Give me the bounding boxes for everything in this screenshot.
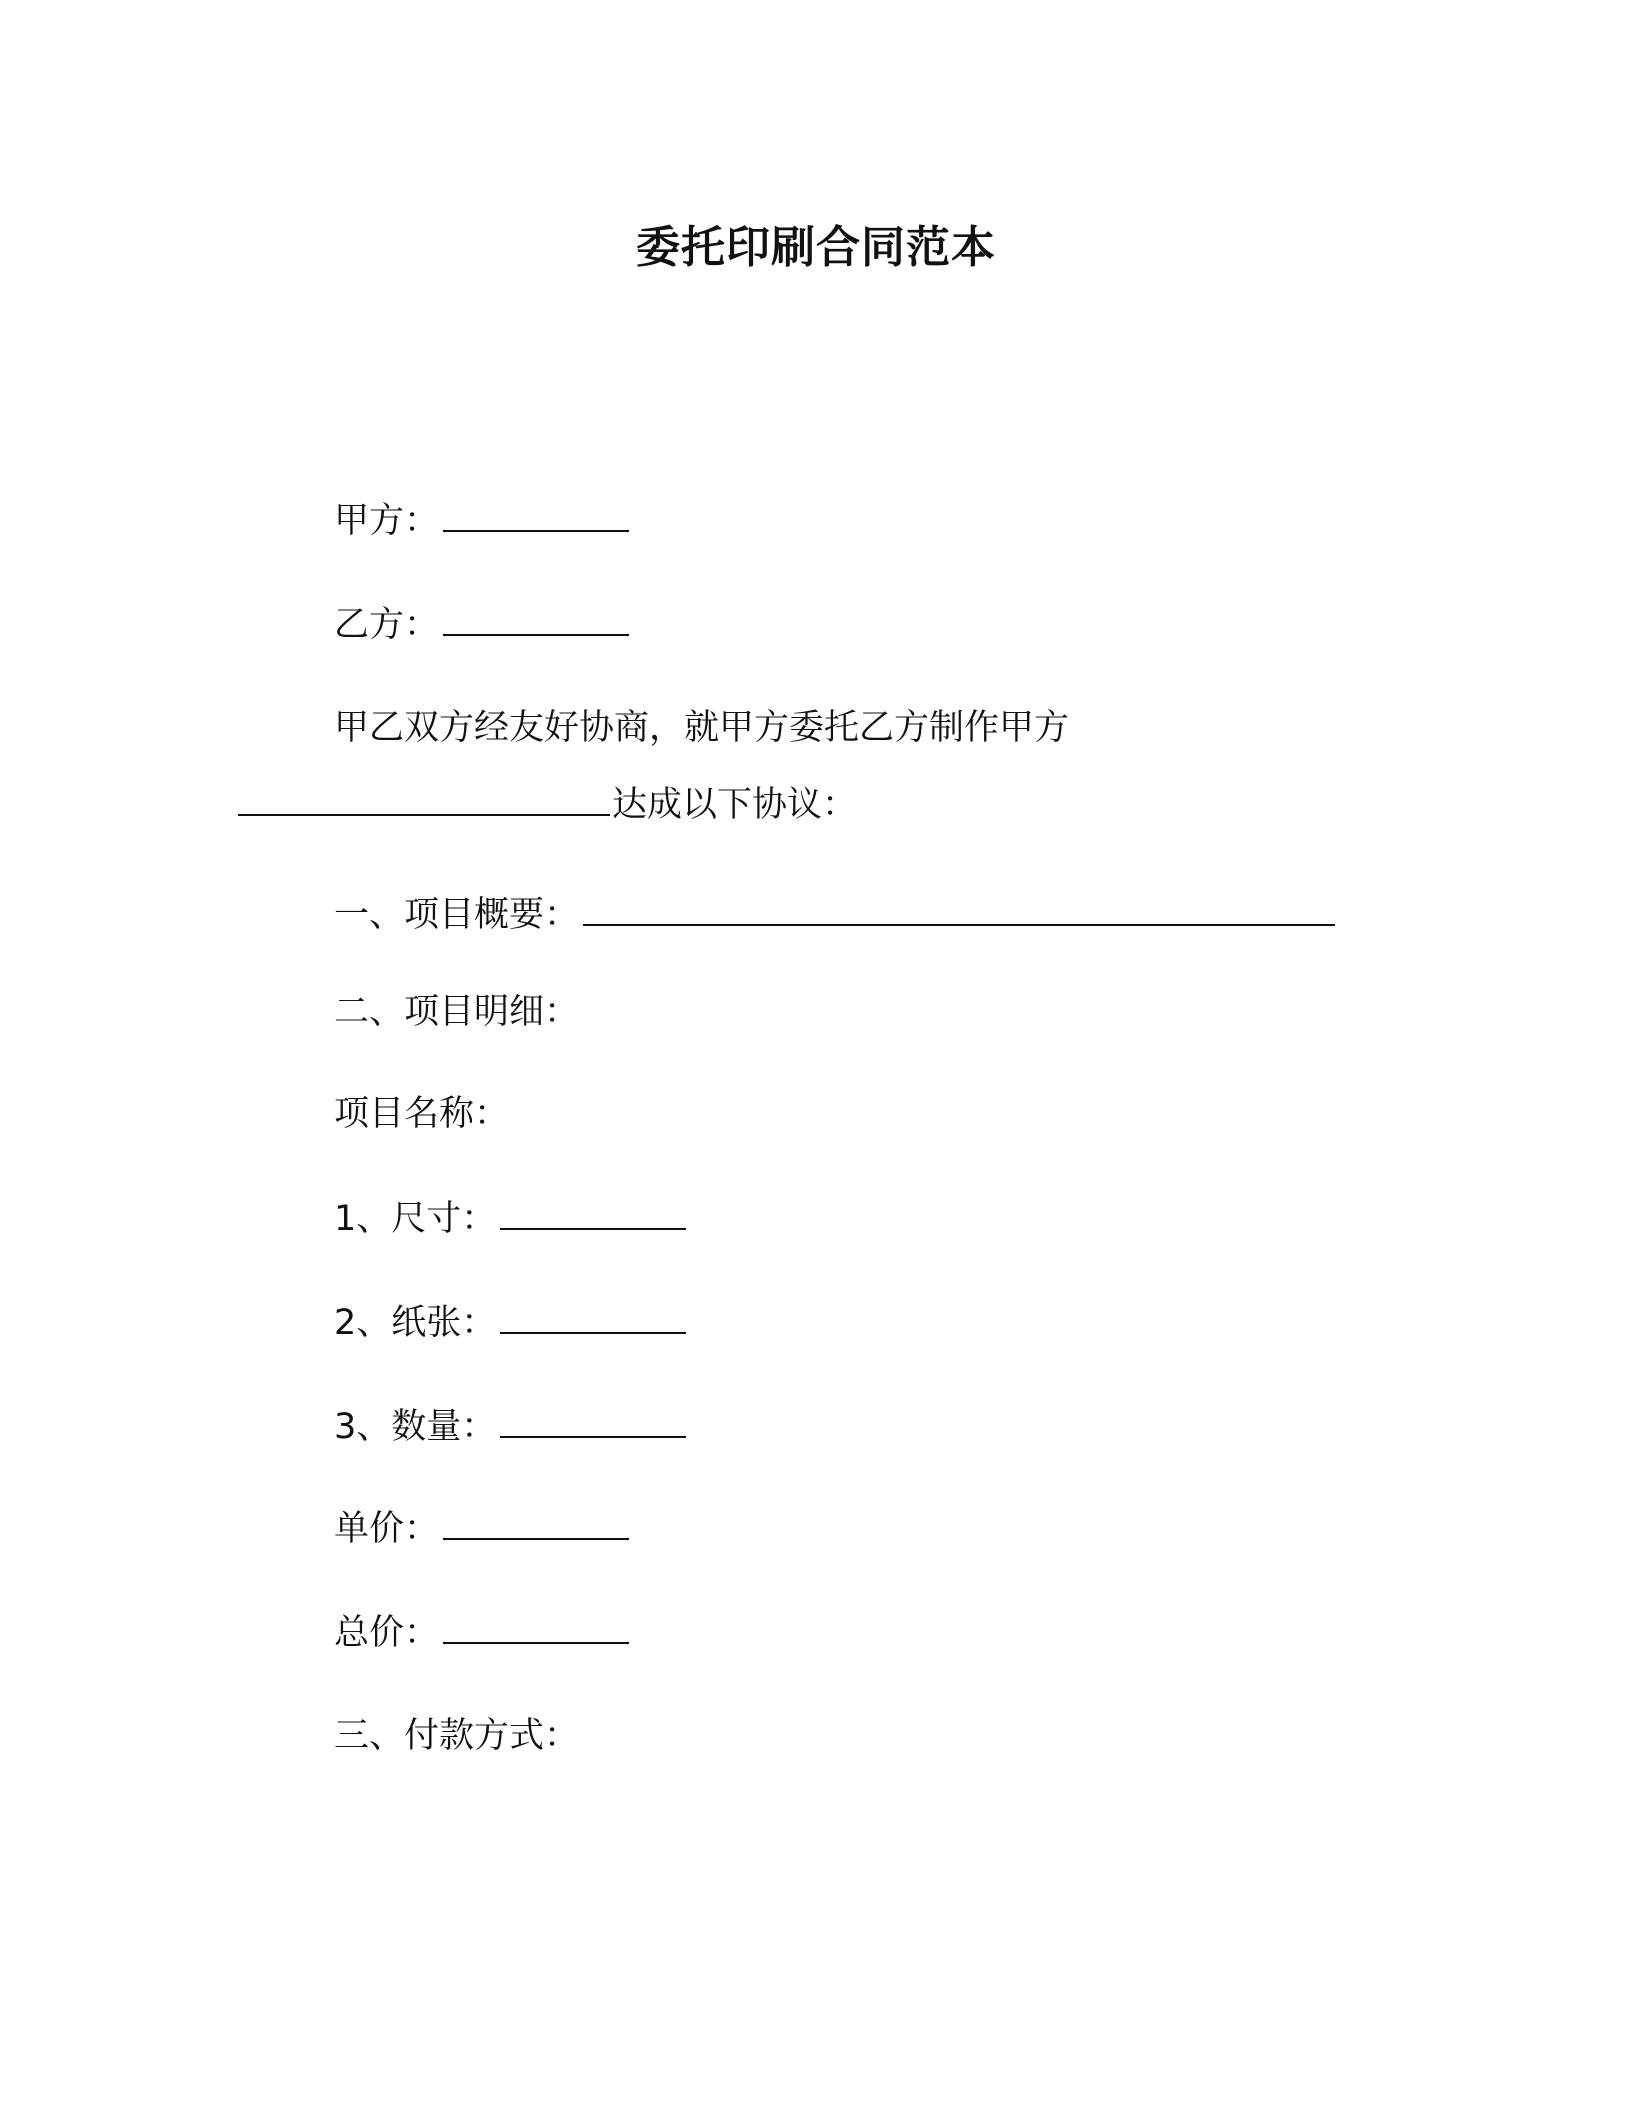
intro-suffix: 达成以下协议： (612, 785, 858, 825)
party-b-label: 乙方： (334, 605, 440, 645)
paper-blank (500, 1298, 686, 1334)
section-3-label: 三、付款方式： (334, 1716, 580, 1756)
total-price-blank (443, 1608, 629, 1644)
quantity-label: 3、数量： (334, 1407, 497, 1447)
party-a-label: 甲方： (334, 501, 440, 541)
unit-price-line (334, 1504, 629, 1553)
size-blank (500, 1194, 686, 1230)
party-b-line (334, 600, 629, 649)
section-1-line (334, 890, 1335, 939)
unit-price-blank (443, 1504, 629, 1540)
party-b-blank (443, 600, 629, 636)
quantity-line (334, 1402, 686, 1451)
quantity-blank (500, 1402, 686, 1438)
party-a-blank (443, 496, 629, 532)
party-a-line (334, 496, 629, 545)
total-price-line (334, 1608, 629, 1657)
section-1-label: 一、项目概要： (334, 895, 580, 935)
size-line (334, 1194, 686, 1243)
document-title: 委托印刷合同范本 (636, 222, 996, 273)
section-2-label: 二、项目明细： (334, 992, 580, 1032)
paper-line (334, 1298, 686, 1347)
size-label: 1、尺寸： (334, 1199, 497, 1239)
unit-price-label: 单价： (334, 1509, 440, 1549)
intro-line-2 (238, 780, 857, 829)
total-price-label: 总价： (334, 1613, 440, 1653)
section-1-blank (583, 890, 1335, 926)
intro-blank (238, 780, 610, 816)
paper-label: 2、纸张： (334, 1303, 497, 1343)
item-name-label: 项目名称： (334, 1094, 510, 1134)
intro-line-1: 甲乙双方经友好协商，就甲方委托乙方制作甲方 (334, 708, 1070, 748)
